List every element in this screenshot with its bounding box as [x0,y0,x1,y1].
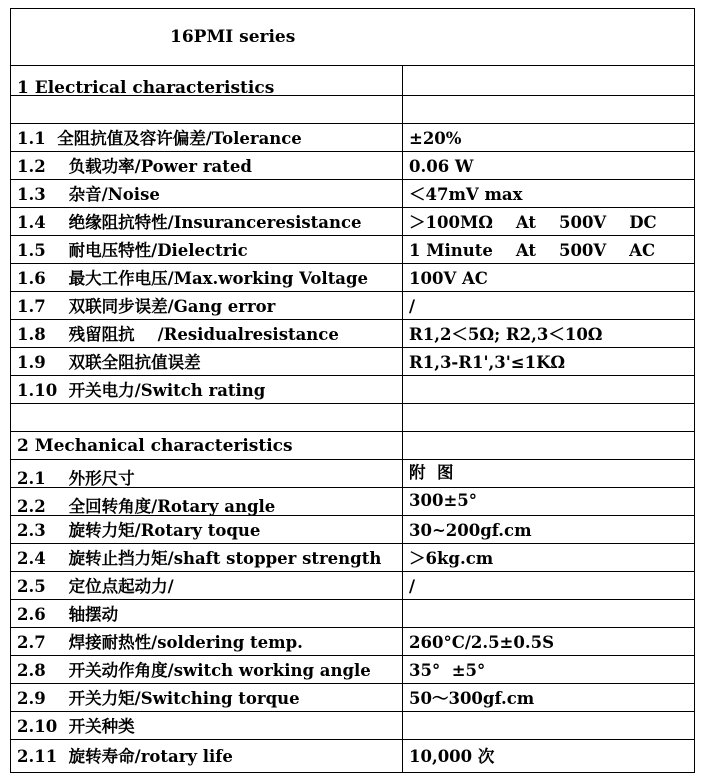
spec-value: 1 Minute At 500V AC [409,241,656,260]
spec-value: 附 图 [409,463,454,482]
table-row [10,460,695,488]
spec-label: 1.6 最大工作电压/Max.working Voltage [17,269,369,288]
table-row [10,152,695,180]
spec-label: 1.5 耐电压特性/Dielectric [17,241,248,260]
spec-label: 1.10 开关电力/Switch rating [17,381,266,400]
spec-label: 2.1 外形尺寸 [17,469,135,487]
spec-value: / [409,577,416,596]
table-row [10,124,695,152]
table-row [10,656,695,684]
spec-value: ＞100MΩ At 500V DC [409,213,657,232]
table-row [10,292,695,320]
table-row [10,376,695,404]
section-heading-row [10,432,695,460]
spec-label: 2.10 开关种类 [17,717,135,736]
spec-value: 260°C/2.5±0.5S [409,633,555,652]
spec-value: 300±5° [409,491,477,510]
table-row [10,712,695,740]
table-row [10,600,695,628]
table-row [10,180,695,208]
spec-label: 1.7 双联同步误差/Gang error [17,297,276,316]
spec-label: 1.2 负载功率/Power rated [17,157,252,176]
spec-label: 1.9 双联全阻抗值误差 [17,353,201,372]
spec-value: 0.06 W [409,157,474,176]
spec-label: 1.4 绝缘阻抗特性/Insuranceresistance [17,213,362,232]
table-row [10,544,695,572]
table-row [10,348,695,376]
spec-label: 2.5 定位点起动力/ [17,577,174,596]
table-row [10,628,695,656]
table-row [10,208,695,236]
section-heading: 2 Mechanical characteristics [17,436,293,456]
spec-label: 2.3 旋转力矩/Rotary toque [17,521,261,540]
table-row [10,684,695,712]
table-row [10,516,695,544]
spec-value: / [409,297,416,316]
spec-label: 2.11 旋转寿命/rotary life [17,747,233,766]
spec-label: 1.1 全阻抗值及容许偏差/Tolerance [17,129,302,148]
spec-label: 2.4 旋转止挡力矩/shaft stopper strength [17,549,382,568]
table-row [10,740,695,773]
section-heading: 1 Electrical characteristics [17,78,275,95]
spec-value: 10,000 次 [409,747,495,766]
spec-value: R1,2＜5Ω; R2,3＜10Ω [409,325,603,344]
spec-value: 100V AC [409,269,488,288]
spec-label: 2.2 全回转角度/Rotary angle [17,497,276,515]
spec-label: 1.8 残留阻抗 /Residualresistance [17,325,339,344]
spec-value: ＞6kg.cm [409,549,494,568]
spacer-row [10,404,695,432]
page-title: 16PMI series [170,27,296,47]
table-row [10,572,695,600]
spec-label: 2.6 轴摆动 [17,605,119,624]
table-row [10,488,695,516]
spec-value: ±20% [409,129,462,148]
table-row [10,320,695,348]
spec-value: 35° ±5° [409,661,486,680]
table-row [10,236,695,264]
spec-value: R1,3-R1',3'≤1KΩ [409,353,566,372]
section-heading-row [10,66,695,96]
spacer-row [10,96,695,124]
table-row [10,264,695,292]
title-row [10,8,695,66]
spec-label: 2.7 焊接耐热性/soldering temp. [17,633,303,652]
spec-value: 50～300gf.cm [409,689,535,708]
spec-value: 30~200gf.cm [409,521,532,540]
spec-label: 1.3 杂音/Noise [17,185,160,204]
spec-value: ＜47mV max [409,185,523,204]
spec-label: 2.9 开关力矩/Switching torque [17,689,300,708]
spec-label: 2.8 开关动作角度/switch working angle [17,661,371,680]
